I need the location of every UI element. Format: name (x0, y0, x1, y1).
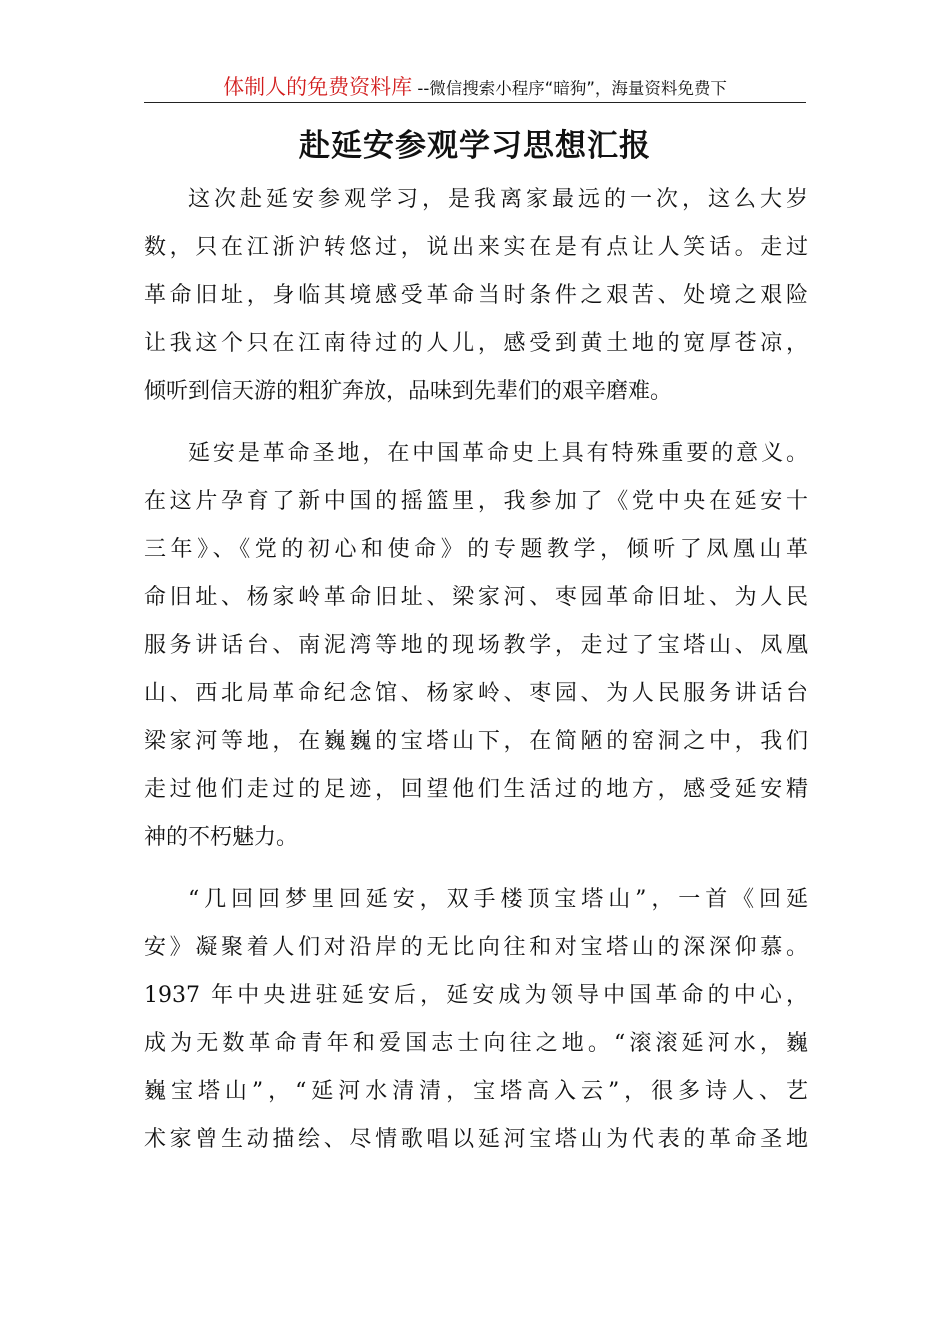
text-line: 服务讲话台、南泥湾等地的现场教学，走过了宝塔山、凤凰 (144, 633, 808, 658)
text-line: 数，只在江浙沪转悠过，说出来实在是有点让人笑话。走过 (144, 235, 808, 260)
paragraph-2 (144, 430, 808, 862)
text-line: 让我这个只在江南待过的人儿，感受到黄土地的宽厚苍凉， (144, 331, 808, 356)
text-line: 安》凝聚着人们对沿岸的无比向往和对宝塔山的深深仰慕。 (144, 935, 808, 960)
text-line: 成为无数革命青年和爱国志士向往之地。“滚滚延河水，巍 (144, 1031, 808, 1056)
page-header (144, 72, 806, 103)
document-title: 赴延安参观学习思想汇报 (299, 128, 651, 164)
text-line: 延安是革命圣地，在中国革命史上具有特殊重要的意义。 (188, 441, 808, 466)
paragraph-3 (144, 876, 808, 1164)
text-line: 山、西北局革命纪念馆、杨家岭、枣园、为人民服务讲话台 (144, 681, 808, 706)
text-line: 走过他们走过的足迹，回望他们生活过的地方，感受延安精 (144, 777, 808, 802)
header-tagline: --微信搜索小程序“暗狗”，海量资料免费下 (412, 79, 727, 98)
text-line: 革命旧址，身临其境感受革命当时条件之艰苦、处境之艰险 (144, 283, 808, 308)
text-line: 在这片孕育了新中国的摇篮里，我参加了《党中央在延安十 (144, 489, 808, 514)
text-line: 三年》、《党的初心和使命》的专题教学，倾听了凤凰山革 (144, 537, 808, 562)
paragraph-1 (144, 176, 808, 416)
text-line: 命旧址、杨家岭革命旧址、梁家河、枣园革命旧址、为人民 (144, 585, 808, 610)
text-line: 1937 年中央进驻延安后，延安成为领导中国革命的中心， (144, 983, 808, 1008)
text-line: 倾听到信天游的粗犷奔放，品味到先辈们的艰辛磨难。 (144, 379, 673, 404)
text-line: 神的不朽魅力。 (144, 825, 299, 850)
text-line: 梁家河等地，在巍巍的宝塔山下，在简陋的窑洞之中，我们 (144, 729, 808, 754)
document-body (144, 176, 808, 1178)
text-line: 巍宝塔山”，“延河水清清，宝塔高入云”，很多诗人、艺 (144, 1079, 808, 1104)
text-line: 这次赴延安参观学习，是我离家最远的一次，这么大岁 (188, 187, 808, 212)
text-line: “几回回梦里回延安，双手楼顶宝塔山”，一首《回延 (188, 887, 808, 912)
text-line: 术家曾生动描绘、尽情歌唱以延河宝塔山为代表的革命圣地 (144, 1127, 808, 1152)
header-brand: 体制人的免费资料库 (223, 75, 413, 99)
